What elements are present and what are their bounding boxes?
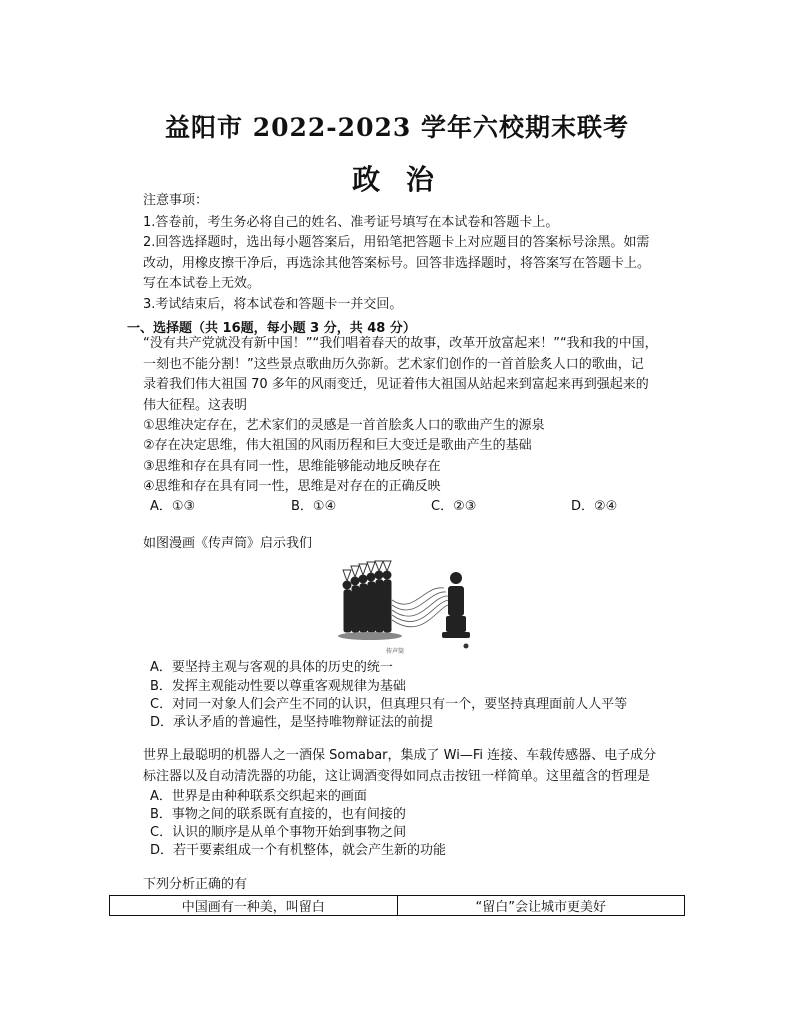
option-d: D．②④	[571, 499, 618, 514]
question-stem-line: 一刻也不能分割！”这些景点歌曲历久弥新。艺术家们创作的一首首脍炙人口的歌曲，记	[143, 357, 644, 372]
table-row	[110, 896, 685, 916]
question-stem-line: 标注器以及自动清洗器的功能，这让调酒变得如同点击按钮一样简单。这里蕴含的哲理是	[143, 769, 651, 784]
analysis-table	[109, 895, 685, 916]
notes-line: 写在本试卷上无效。	[143, 276, 261, 291]
question-stem-line: “没有共产党就没有新中国！”“我们唱着春天的故事，改革开放富起来！”“我和我的中国，	[143, 336, 658, 351]
notes-line: 2.回答选择题时，选出每小题答案后，用铅笔把答题卡上对应题目的答案标号涂黑。如需	[143, 235, 650, 250]
table-cell: 中国画有一种美，叫留白	[110, 896, 398, 916]
notes-heading: 注意事项：	[143, 193, 209, 208]
question-stem-line: 伟大征程。这表明	[143, 398, 248, 413]
question-stem-line: 世界上最聪明的机器人之一酒保 Somabar，集成了 Wi—Fi 连接、车载传感器、电子成分	[143, 748, 657, 763]
question-item: ②存在决定思维，伟大祖国的风雨历程和巨大变迁是歌曲产生的基础	[143, 438, 532, 453]
option-b: B．发挥主观能动性要以尊重客观规律为基础	[150, 679, 406, 694]
option-a: A．世界是由种种联系交织起来的画面	[150, 789, 367, 804]
option-a: A．①③	[150, 499, 196, 514]
section-heading: 一、选择题（共 16题，每小题 3 分，共 48 分）	[127, 321, 416, 336]
option-d: D．若干要素组成一个有机整体，就会产生新的功能	[150, 843, 447, 858]
question-item: ④思维和存在具有同一性，思维是对存在的正确反映	[143, 479, 441, 494]
cartoon-caption: 传声筒	[386, 648, 405, 655]
option-d: D．承认矛盾的普遍性，是坚持唯物辩证法的前提	[150, 715, 434, 730]
option-a: A．要坚持主观与客观的具体的历史的统一	[150, 660, 393, 675]
option-c: C．对同一对象人们会产生不同的认识，但真理只有一个，要坚持真理面前人人平等	[150, 697, 628, 712]
table-cell: “留白”会让城市更美好	[397, 896, 685, 916]
option-c: C．②③	[431, 499, 477, 514]
question-item: ①思维决定存在，艺术家们的灵感是一首首脍炙人口的歌曲产生的源泉	[143, 418, 545, 433]
notes-line: 1.答卷前，考生务必将自己的姓名、准考证号填写在本试卷和答题卡上。	[143, 215, 559, 230]
option-b: B．①④	[291, 499, 337, 514]
cartoon-image	[334, 560, 484, 652]
option-c: C．认识的顺序是从单个事物开始到事物之间	[150, 825, 407, 840]
subject-title: 政 治	[352, 163, 442, 196]
notes-line: 3.考试结束后，将本试卷和答题卡一并交回。	[143, 297, 403, 312]
exam-title: 益阳市 2022-2023 学年六校期末联考	[165, 113, 629, 142]
question-item: ③思维和存在具有同一性，思维能够能动地反映存在	[143, 459, 441, 474]
notes-line: 改动，用橡皮擦干净后，再选涂其他答案标号。回答非选择题时，将答案写在答题卡上。	[143, 256, 651, 271]
question-stem: 下列分析正确的有	[143, 877, 248, 892]
question-stem-line: 录着我们伟大祖国 70 多年的风雨变迁，见证着伟大祖国从站起来到富起来再到强起来的	[143, 377, 649, 392]
question-stem: 如图漫画《传声筒》启示我们	[143, 536, 313, 551]
option-b: B．事物之间的联系既有直接的，也有间接的	[150, 807, 406, 822]
